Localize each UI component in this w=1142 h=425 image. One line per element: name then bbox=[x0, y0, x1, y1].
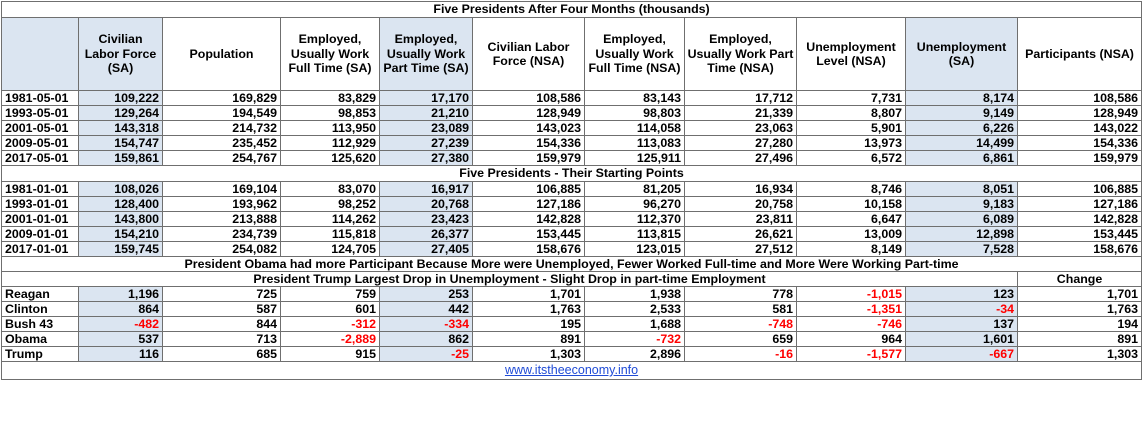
table-cell: 153,445 bbox=[1018, 227, 1142, 242]
table-cell: 1,938 bbox=[585, 287, 685, 302]
table-cell: 81,205 bbox=[585, 182, 685, 197]
table-cell: 112,370 bbox=[585, 212, 685, 227]
table-cell: 964 bbox=[797, 332, 906, 347]
row-label: Bush 43 bbox=[2, 317, 79, 332]
table-cell: 1,601 bbox=[906, 332, 1018, 347]
table-cell: 6,647 bbox=[797, 212, 906, 227]
table-row bbox=[2, 287, 1142, 302]
table-cell: 114,262 bbox=[281, 212, 380, 227]
note-trump-row bbox=[2, 272, 1142, 287]
table-cell: 5,901 bbox=[797, 121, 906, 136]
table-cell: 98,853 bbox=[281, 106, 380, 121]
note-trump: President Trump Largest Drop in Unemployment - Slight Drop in part-time Employment bbox=[2, 272, 1018, 287]
row-label: Reagan bbox=[2, 287, 79, 302]
table-cell: 9,183 bbox=[906, 197, 1018, 212]
table-cell: 27,380 bbox=[380, 151, 473, 166]
table-cell: -482 bbox=[79, 317, 163, 332]
table-cell: 159,979 bbox=[1018, 151, 1142, 166]
header-unemployment-level-nsa: Unemployment Level (NSA) bbox=[797, 18, 906, 91]
header-part-time-nsa: Employed, Usually Work Part Time (NSA) bbox=[685, 18, 797, 91]
table-cell: 23,063 bbox=[685, 121, 797, 136]
row-label: 1981-05-01 bbox=[2, 91, 79, 106]
table-cell: 125,620 bbox=[281, 151, 380, 166]
table-cell: 27,405 bbox=[380, 242, 473, 257]
table-cell: 154,210 bbox=[79, 227, 163, 242]
table-cell: 12,898 bbox=[906, 227, 1018, 242]
table-cell: 154,336 bbox=[473, 136, 585, 151]
table-cell: 864 bbox=[79, 302, 163, 317]
table-cell: 142,828 bbox=[473, 212, 585, 227]
table-cell: 442 bbox=[380, 302, 473, 317]
table-cell: 98,803 bbox=[585, 106, 685, 121]
table-cell: 83,070 bbox=[281, 182, 380, 197]
table-cell: 153,445 bbox=[473, 227, 585, 242]
table-cell: 143,023 bbox=[473, 121, 585, 136]
table-cell: 124,705 bbox=[281, 242, 380, 257]
table-cell: 8,174 bbox=[906, 91, 1018, 106]
table-cell: 601 bbox=[281, 302, 380, 317]
table-cell: -2,889 bbox=[281, 332, 380, 347]
table-cell: 253 bbox=[380, 287, 473, 302]
row-label: 1993-01-01 bbox=[2, 197, 79, 212]
table-cell: 193,962 bbox=[163, 197, 281, 212]
table-cell: 14,499 bbox=[906, 136, 1018, 151]
table-cell: 1,763 bbox=[1018, 302, 1142, 317]
table-cell: -667 bbox=[906, 347, 1018, 362]
table-cell: 17,170 bbox=[380, 91, 473, 106]
table-cell: 713 bbox=[163, 332, 281, 347]
table-cell: 891 bbox=[1018, 332, 1142, 347]
table-cell: 23,089 bbox=[380, 121, 473, 136]
website-link[interactable]: www.itstheeconomy.info bbox=[504, 363, 639, 377]
table-cell: 137 bbox=[906, 317, 1018, 332]
table-row bbox=[2, 151, 1142, 166]
table-cell: 123 bbox=[906, 287, 1018, 302]
table-cell: 16,917 bbox=[380, 182, 473, 197]
table-cell: 127,186 bbox=[473, 197, 585, 212]
table-cell: 9,149 bbox=[906, 106, 1018, 121]
change-label: Change bbox=[1018, 272, 1142, 287]
table-cell: 1,196 bbox=[79, 287, 163, 302]
header-unemployment-sa: Unemployment (SA) bbox=[906, 18, 1018, 91]
table-cell: 685 bbox=[163, 347, 281, 362]
table-cell: 26,377 bbox=[380, 227, 473, 242]
row-label: 2009-05-01 bbox=[2, 136, 79, 151]
table-cell: 27,239 bbox=[380, 136, 473, 151]
link-row bbox=[2, 362, 1142, 380]
table-cell: 83,829 bbox=[281, 91, 380, 106]
table-cell: 1,303 bbox=[473, 347, 585, 362]
table-cell: 128,949 bbox=[473, 106, 585, 121]
table-cell: 106,885 bbox=[473, 182, 585, 197]
table-cell: 20,768 bbox=[380, 197, 473, 212]
row-label: 2009-01-01 bbox=[2, 227, 79, 242]
table-cell: 1,303 bbox=[1018, 347, 1142, 362]
link-cell bbox=[2, 362, 1142, 380]
table-cell: 108,586 bbox=[473, 91, 585, 106]
table-cell: 891 bbox=[473, 332, 585, 347]
table-cell: 125,911 bbox=[585, 151, 685, 166]
table-cell: 169,829 bbox=[163, 91, 281, 106]
table-cell: 17,712 bbox=[685, 91, 797, 106]
table-cell: 26,621 bbox=[685, 227, 797, 242]
table-cell: 169,104 bbox=[163, 182, 281, 197]
table-cell: 96,270 bbox=[585, 197, 685, 212]
table-cell: 20,758 bbox=[685, 197, 797, 212]
table-cell: 659 bbox=[685, 332, 797, 347]
table-cell: 143,022 bbox=[1018, 121, 1142, 136]
table-cell: 587 bbox=[163, 302, 281, 317]
table-cell: 159,745 bbox=[79, 242, 163, 257]
header-part-time-sa: Employed, Usually Work Part Time (SA) bbox=[380, 18, 473, 91]
table-cell: 1,701 bbox=[1018, 287, 1142, 302]
table-cell: 113,083 bbox=[585, 136, 685, 151]
title-row bbox=[2, 2, 1142, 18]
table-cell: -748 bbox=[685, 317, 797, 332]
table-cell: 21,210 bbox=[380, 106, 473, 121]
table-cell: 8,051 bbox=[906, 182, 1018, 197]
table-cell: 159,979 bbox=[473, 151, 585, 166]
table-row bbox=[2, 106, 1142, 121]
table-cell: -1,015 bbox=[797, 287, 906, 302]
table-row bbox=[2, 182, 1142, 197]
row-label: 2001-01-01 bbox=[2, 212, 79, 227]
note-obama: President Obama had more Participant Because More were Unemployed, Fewer Worked Full-time and More Were Working Part-time bbox=[2, 257, 1142, 272]
row-label: 1981-01-01 bbox=[2, 182, 79, 197]
table-cell: 108,026 bbox=[79, 182, 163, 197]
data-table bbox=[1, 1, 1142, 380]
table-cell: 234,739 bbox=[163, 227, 281, 242]
table-cell: 581 bbox=[685, 302, 797, 317]
table-cell: 537 bbox=[79, 332, 163, 347]
table-row bbox=[2, 197, 1142, 212]
table-cell: 114,058 bbox=[585, 121, 685, 136]
table-cell: 844 bbox=[163, 317, 281, 332]
table-cell: 98,252 bbox=[281, 197, 380, 212]
section-title: Five Presidents - Their Starting Points bbox=[2, 166, 1142, 182]
table-cell: 108,586 bbox=[1018, 91, 1142, 106]
table-cell: 123,015 bbox=[585, 242, 685, 257]
table-cell: 106,885 bbox=[1018, 182, 1142, 197]
table-cell: 154,336 bbox=[1018, 136, 1142, 151]
header-population: Population bbox=[163, 18, 281, 91]
table-cell: 725 bbox=[163, 287, 281, 302]
table-cell: -334 bbox=[380, 317, 473, 332]
table-cell: 213,888 bbox=[163, 212, 281, 227]
table-cell: 2,533 bbox=[585, 302, 685, 317]
table-cell: 1,688 bbox=[585, 317, 685, 332]
table-cell: 2,896 bbox=[585, 347, 685, 362]
table-cell: 254,082 bbox=[163, 242, 281, 257]
table-cell: -312 bbox=[281, 317, 380, 332]
table-cell: -1,577 bbox=[797, 347, 906, 362]
table-cell: 6,861 bbox=[906, 151, 1018, 166]
table-cell: -732 bbox=[585, 332, 685, 347]
table-cell: 915 bbox=[281, 347, 380, 362]
header-row bbox=[2, 18, 1142, 91]
table-cell: -16 bbox=[685, 347, 797, 362]
header-participants-nsa: Participants (NSA) bbox=[1018, 18, 1142, 91]
table-cell: 128,400 bbox=[79, 197, 163, 212]
table-cell: 6,226 bbox=[906, 121, 1018, 136]
table-cell: -25 bbox=[380, 347, 473, 362]
table-cell: 112,929 bbox=[281, 136, 380, 151]
header-full-time-nsa: Employed, Usually Work Full Time (NSA) bbox=[585, 18, 685, 91]
table-cell: 128,949 bbox=[1018, 106, 1142, 121]
table-cell: 129,264 bbox=[79, 106, 163, 121]
table-row bbox=[2, 212, 1142, 227]
table-cell: 27,496 bbox=[685, 151, 797, 166]
table-cell: 143,800 bbox=[79, 212, 163, 227]
table-row bbox=[2, 227, 1142, 242]
table-cell: 10,158 bbox=[797, 197, 906, 212]
table-row bbox=[2, 121, 1142, 136]
table-cell: 83,143 bbox=[585, 91, 685, 106]
table-cell: 109,222 bbox=[79, 91, 163, 106]
table-cell: 13,973 bbox=[797, 136, 906, 151]
table-cell: 113,815 bbox=[585, 227, 685, 242]
table-cell: 759 bbox=[281, 287, 380, 302]
table-cell: 214,732 bbox=[163, 121, 281, 136]
table-cell: 154,747 bbox=[79, 136, 163, 151]
table-cell: 115,818 bbox=[281, 227, 380, 242]
table-row bbox=[2, 136, 1142, 151]
table-cell: 254,767 bbox=[163, 151, 281, 166]
header-civilian-labor-force-nsa: Civilian Labor Force (NSA) bbox=[473, 18, 585, 91]
table-cell: 235,452 bbox=[163, 136, 281, 151]
table-cell: 7,528 bbox=[906, 242, 1018, 257]
row-label: 2017-05-01 bbox=[2, 151, 79, 166]
table-cell: -1,351 bbox=[797, 302, 906, 317]
row-label: Clinton bbox=[2, 302, 79, 317]
table-cell: 8,807 bbox=[797, 106, 906, 121]
table-cell: 6,572 bbox=[797, 151, 906, 166]
table-cell: 1,701 bbox=[473, 287, 585, 302]
table-cell: 27,280 bbox=[685, 136, 797, 151]
table-cell: 143,318 bbox=[79, 121, 163, 136]
table-cell: 195 bbox=[473, 317, 585, 332]
note-obama-row bbox=[2, 257, 1142, 272]
table-row bbox=[2, 332, 1142, 347]
table-cell: 6,089 bbox=[906, 212, 1018, 227]
table-cell: 158,676 bbox=[1018, 242, 1142, 257]
table-cell: 1,763 bbox=[473, 302, 585, 317]
table-cell: -34 bbox=[906, 302, 1018, 317]
table-cell: 194,549 bbox=[163, 106, 281, 121]
table-cell: 194 bbox=[1018, 317, 1142, 332]
table-cell: 8,149 bbox=[797, 242, 906, 257]
row-label: 2017-01-01 bbox=[2, 242, 79, 257]
row-label: Trump bbox=[2, 347, 79, 362]
table-row bbox=[2, 91, 1142, 106]
table-cell: 27,512 bbox=[685, 242, 797, 257]
table-cell: 127,186 bbox=[1018, 197, 1142, 212]
table-cell: 113,950 bbox=[281, 121, 380, 136]
table-cell: 159,861 bbox=[79, 151, 163, 166]
header-blank bbox=[2, 18, 79, 91]
table-cell: 21,339 bbox=[685, 106, 797, 121]
table-title: Five Presidents After Four Months (thousands) bbox=[2, 2, 1142, 18]
row-label: 2001-05-01 bbox=[2, 121, 79, 136]
table-cell: -746 bbox=[797, 317, 906, 332]
header-civilian-labor-force-sa: Civilian Labor Force (SA) bbox=[79, 18, 163, 91]
table-cell: 862 bbox=[380, 332, 473, 347]
table-cell: 778 bbox=[685, 287, 797, 302]
table-row bbox=[2, 242, 1142, 257]
table-cell: 23,423 bbox=[380, 212, 473, 227]
table-row bbox=[2, 317, 1142, 332]
table-cell: 16,934 bbox=[685, 182, 797, 197]
table-cell: 23,811 bbox=[685, 212, 797, 227]
table-cell: 158,676 bbox=[473, 242, 585, 257]
section-title-row bbox=[2, 166, 1142, 182]
table-cell: 13,009 bbox=[797, 227, 906, 242]
table-cell: 8,746 bbox=[797, 182, 906, 197]
table-cell: 116 bbox=[79, 347, 163, 362]
row-label: 1993-05-01 bbox=[2, 106, 79, 121]
table-cell: 142,828 bbox=[1018, 212, 1142, 227]
row-label: Obama bbox=[2, 332, 79, 347]
header-full-time-sa: Employed, Usually Work Full Time (SA) bbox=[281, 18, 380, 91]
table-cell: 7,731 bbox=[797, 91, 906, 106]
table-row bbox=[2, 302, 1142, 317]
table-row bbox=[2, 347, 1142, 362]
